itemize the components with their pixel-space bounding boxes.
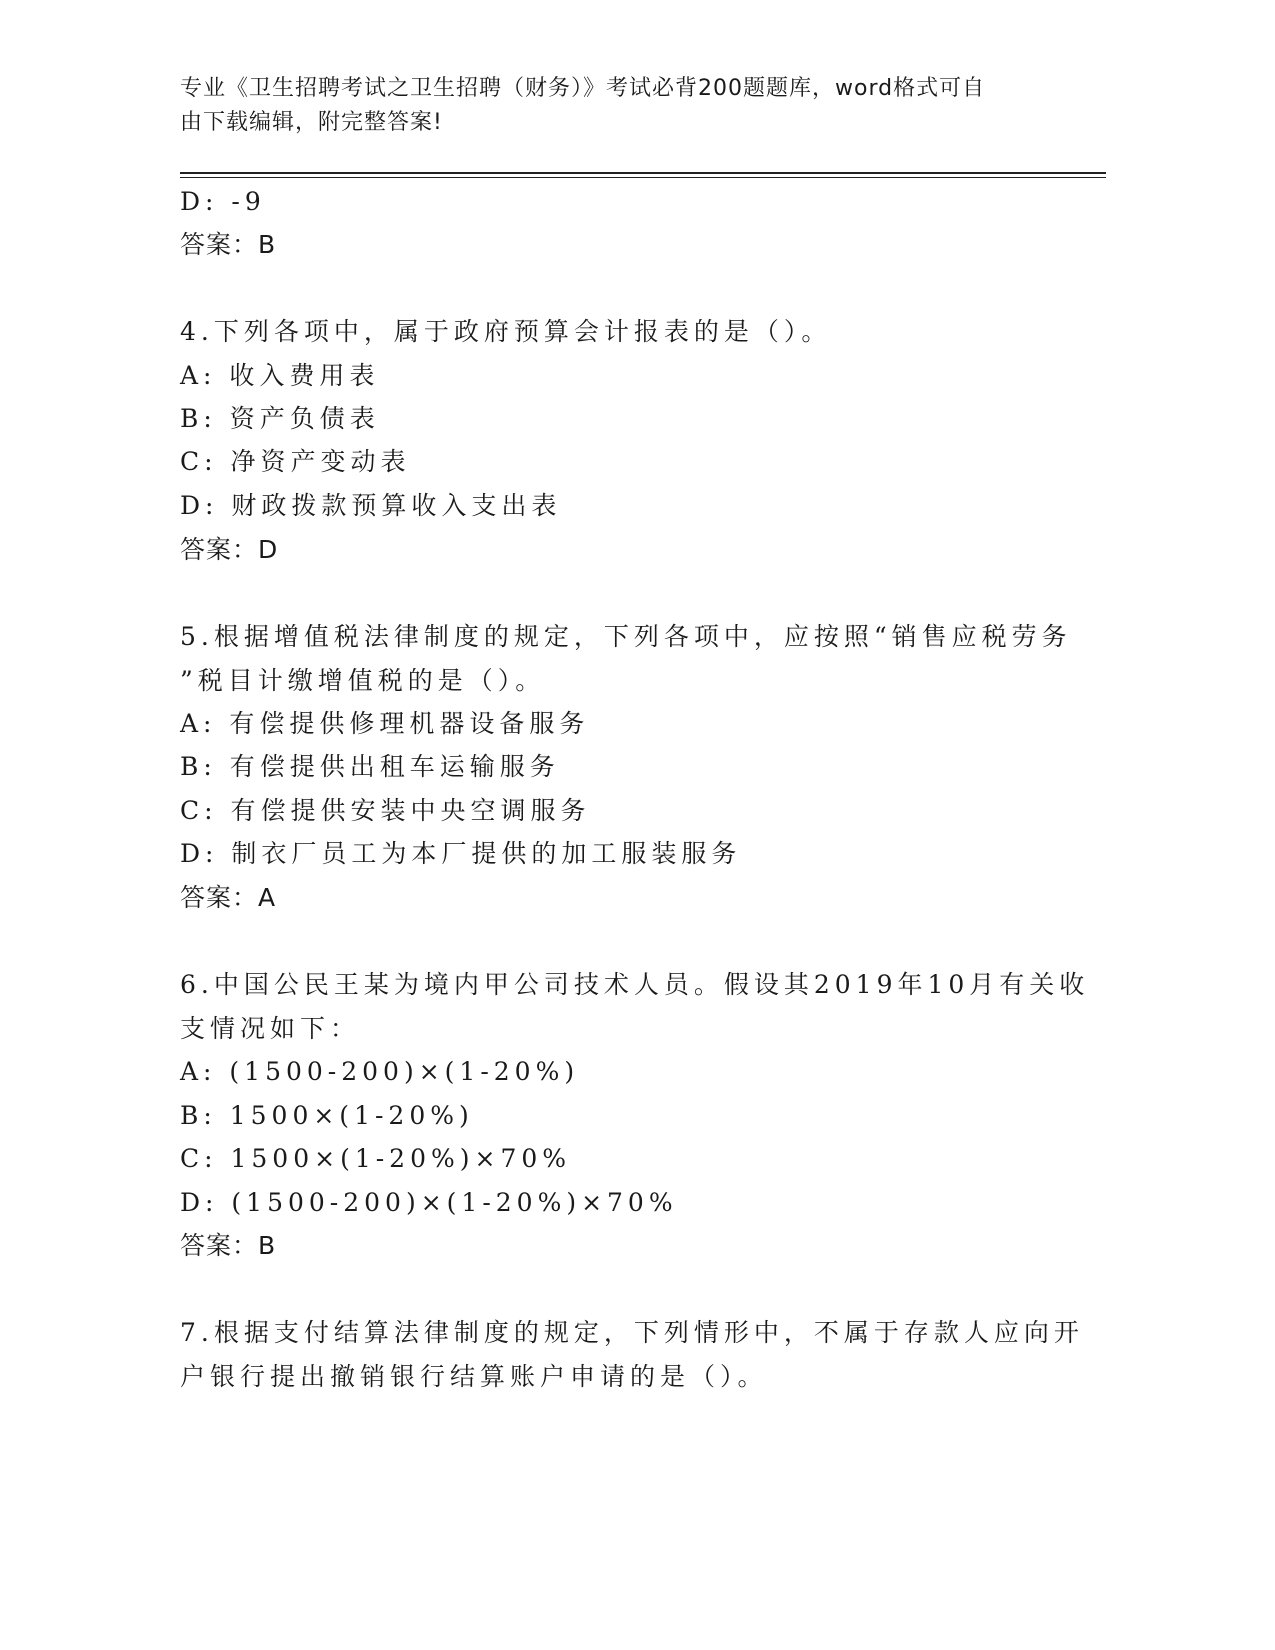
q7-stem-line-2: 户银行提出撤销银行结算账户申请的是（）。 [180,1362,768,1391]
q6-option-b: B: 1500×(1-20%) [180,1101,474,1130]
q6-answer: 答案：B [180,1231,277,1260]
header-rule-thin [180,177,1106,178]
q5-stem-line-2: ”税目计缴增值税的是（）。 [180,666,546,695]
q4-option-b: B: 资产负债表 [180,404,380,433]
q6-option-d: D: (1500-200)×(1-20%)×70% [180,1188,678,1217]
q5-option-a: A: 有偿提供修理机器设备服务 [180,709,590,738]
q4-option-a: A: 收入费用表 [180,361,380,390]
header-line-1: 专业《卫生招聘考试之卫生招聘（财务）》考试必背200题题库，word格式可自 [180,76,986,101]
q5-stem-line-1: 5.根据增值税法律制度的规定，下列各项中，应按照“销售应税劳务 [180,622,1072,651]
header-line-2: 由下载编辑，附完整答案! [180,110,443,135]
q6-option-a: A: (1500-200)×(1-20%) [180,1057,580,1086]
q6-stem-line-1: 6.中国公民王某为境内甲公司技术人员。假设其2019年10月有关收 [180,970,1090,999]
q5-option-b: B: 有偿提供出租车运输服务 [180,752,560,781]
q4-answer: 答案：D [180,535,279,564]
q7-stem-line-1: 7.根据支付结算法律制度的规定，下列情形中，不属于存款人应向开 [180,1318,1084,1347]
q5-answer: 答案：A [180,883,277,912]
page-header [180,72,1040,140]
q5-option-d: D: 制衣厂员工为本厂提供的加工服装服务 [180,839,742,868]
q5-option-c: C: 有偿提供安装中央空调服务 [180,796,591,825]
q3-answer: 答案：B [180,230,277,259]
q3-option-d: D: -9 [180,187,266,216]
header-rule-thick [180,172,1106,174]
q4-stem: 4.下列各项中，属于政府预算会计报表的是（）。 [180,317,832,346]
q6-stem-line-2: 支情况如下： [180,1014,361,1043]
q4-option-d: D: 财政拨款预算收入支出表 [180,491,562,520]
q4-option-c: C: 净资产变动表 [180,447,411,476]
q6-option-c: C: 1500×(1-20%)×70% [180,1144,572,1173]
